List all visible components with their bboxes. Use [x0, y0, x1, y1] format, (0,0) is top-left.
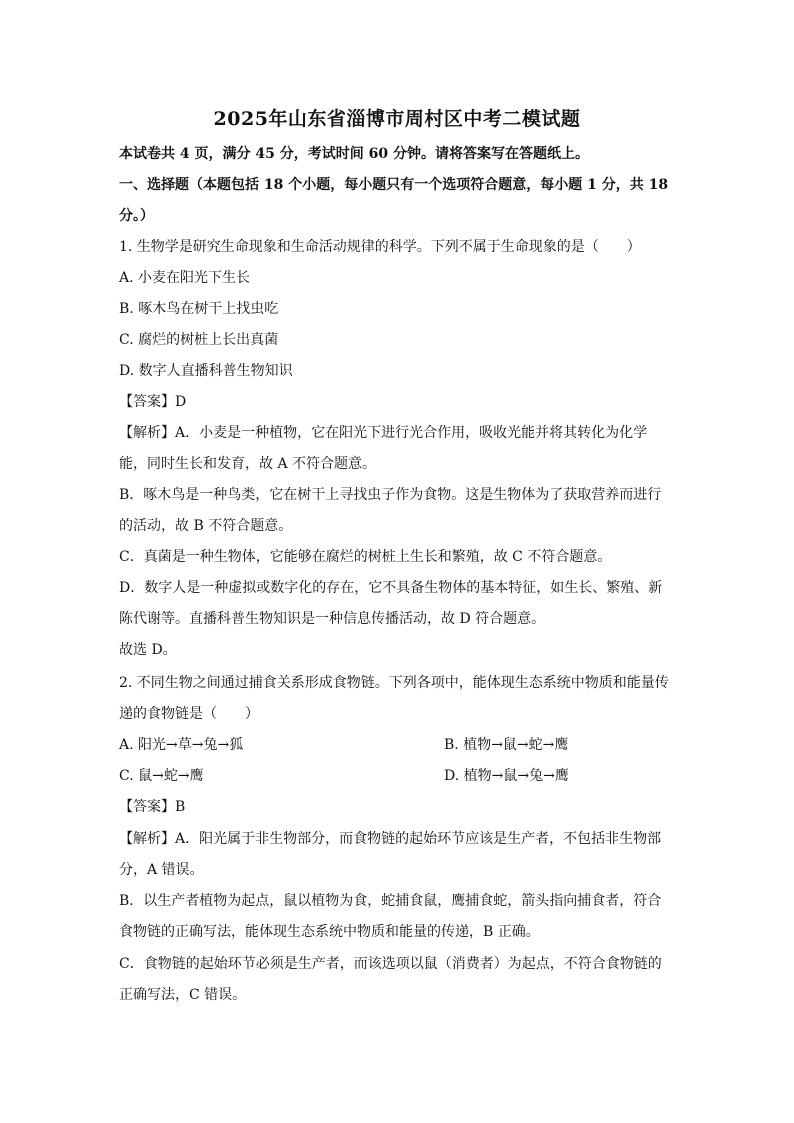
- q2-option-c: C. 鼠→蛇→鹰: [119, 768, 204, 784]
- exam-title: 2025年山东省淄博市周村区中考二模试题: [213, 108, 581, 130]
- q2-analysis-line: B．以生产者植物为起点，鼠以植物为食，蛇捕食鼠，鹰捕食蛇，箭头指向捕食者，符合: [119, 893, 662, 909]
- q2-answer: 【答案】B: [119, 799, 186, 815]
- q1-stem: 1. 生物学是研究生命现象和生命活动规律的科学。下列不属于生命现象的是（ ）: [119, 239, 641, 255]
- q1-option-a: A. 小麦在阳光下生长: [119, 270, 251, 286]
- q1-conclusion: 故选 D。: [119, 642, 177, 658]
- q2-option-d: D. 植物→鼠→兔→鹰: [444, 768, 569, 784]
- q2-stem: 2. 不同生物之间通过捕食关系形成食物链。下列各项中，能体现生态系统中物质和能量传: [119, 675, 669, 691]
- q1-analysis-line: B．啄木鸟是一种鸟类，它在树干上寻找虫子作为食物。这是生物体为了获取营养而进行: [119, 487, 662, 503]
- q1-answer: 【答案】D: [119, 394, 187, 410]
- q2-analysis-line: C．食物链的起始环节必须是生产者，而该选项以鼠（消费者）为起点，不符合食物链的: [119, 956, 662, 972]
- q2-analysis-line: 【解析】A．阳光属于非生物部分，而食物链的起始环节应该是生产者，不包括非生物部: [119, 831, 662, 847]
- section-heading-cont: 分。）: [119, 208, 154, 224]
- q1-analysis-line: 【解析】A．小麦是一种植物，它在阳光下进行光合作用，吸收光能并将其转化为化学: [119, 425, 648, 441]
- q1-analysis-line: 陈代谢等。直播科普生物知识是一种信息传播活动，故 D 符合题意。: [119, 611, 546, 627]
- q2-analysis-line: 分，A 错误。: [119, 862, 204, 878]
- section-heading: 一、选择题（本题包括 18 个小题，每小题只有一个选项符合题意，每小题 1 分，共 18: [119, 177, 669, 193]
- q2-analysis-line: 正确写法，C 错误。: [119, 987, 247, 1003]
- exam-intro: 本试卷共 4 页，满分 45 分，考试时间 60 分钟。请将答案写在答题纸上。: [119, 146, 589, 162]
- q2-option-a: A. 阳光→草→兔→狐: [119, 737, 244, 753]
- q1-option-b: B. 啄木鸟在树干上找虫吃: [119, 301, 279, 317]
- q2-stem-cont: 递的食物链是（ ）: [119, 706, 259, 722]
- q1-analysis-line: 的活动，故 B 不符合题意。: [119, 518, 293, 534]
- q1-analysis-line: 能，同时生长和发育，故 A 不符合题意。: [119, 456, 377, 472]
- q1-option-d: D. 数字人直播科普生物知识: [119, 363, 293, 379]
- q2-analysis-line: 食物链的正确写法，能体现生态系统中物质和能量的传递，B 正确。: [119, 924, 540, 940]
- q1-option-c: C. 腐烂的树桩上长出真菌: [119, 332, 279, 348]
- q2-option-b: B. 植物→鼠→蛇→鹰: [444, 737, 569, 753]
- q1-analysis-line: D．数字人是一种虚拟或数字化的存在，它不具备生物体的基本特征，如生长、繁殖、新: [119, 580, 663, 596]
- q1-analysis-line: C．真菌是一种生物体，它能够在腐烂的树桩上生长和繁殖，故 C 不符合题意。: [119, 549, 612, 565]
